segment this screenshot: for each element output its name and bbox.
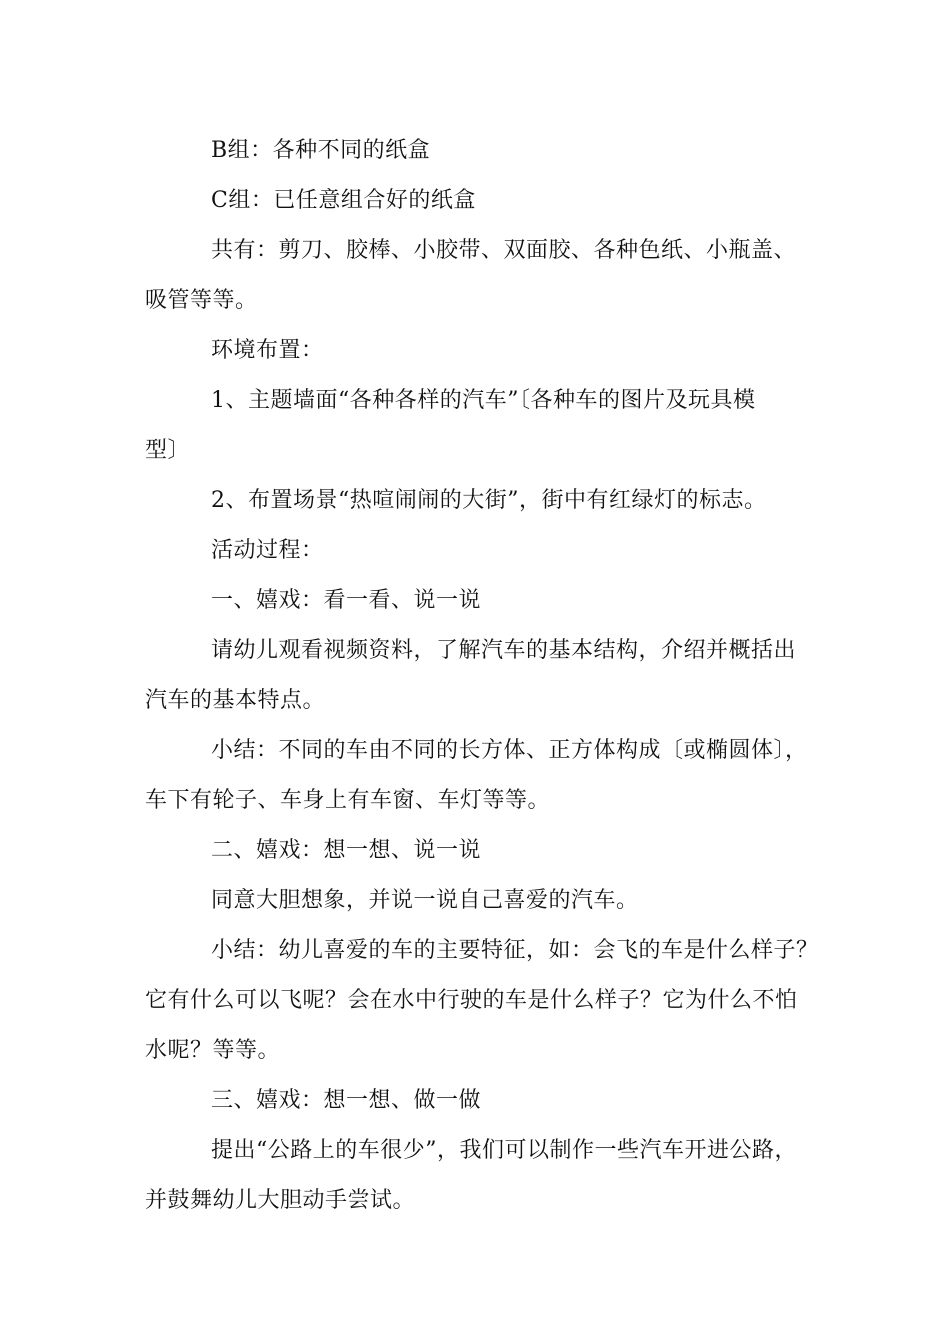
text-line: 车下有轮子、车身上有车窗、车灯等等。 bbox=[145, 788, 551, 813]
text-line: 型〕 bbox=[145, 438, 191, 463]
text-line: 2、布置场景“热喧闹闹的大街”，街中有红绿灯的标志。 bbox=[211, 488, 767, 513]
text-line: C组：已任意组合好的纸盒 bbox=[211, 188, 476, 213]
text-line: 汽车的基本特点。 bbox=[145, 688, 326, 713]
text-line: 小结：不同的车由不同的长方体、正方体构成〔或椭圆体〕， bbox=[211, 738, 808, 763]
text-line: 提出“公路上的车很少”，我们可以制作一些汽车开进公路， bbox=[211, 1138, 797, 1163]
step-heading: 二、嬉戏：想一想、说一说 bbox=[211, 838, 482, 863]
section-heading: 环境布置： bbox=[211, 338, 324, 363]
step-heading: 一、嬉戏：看一看、说一说 bbox=[211, 588, 482, 613]
step-heading: 三、嬉戏：想一想、做一做 bbox=[211, 1088, 482, 1113]
section-heading: 活动过程： bbox=[211, 538, 324, 563]
text-line: 请幼儿观看视频资料，了解汽车的基本结构，介绍并概括出 bbox=[211, 638, 797, 663]
text-line: 小结：幼儿喜爱的车的主要特征，如：会飞的车是什么样子？ bbox=[211, 938, 819, 963]
text-line: 1、主题墙面“各种各样的汽车”〔各种车的图片及玩具模 bbox=[211, 388, 756, 413]
text-line: 它有什么可以飞呢？会在水中行驶的车是什么样子？它为什么不怕 bbox=[145, 988, 798, 1013]
text-line: 水呢？等等。 bbox=[145, 1038, 281, 1063]
text-line: B组：各种不同的纸盒 bbox=[211, 138, 431, 163]
text-line: 吸管等等。 bbox=[145, 288, 258, 313]
text-line: 并鼓舞幼儿大胆动手尝试。 bbox=[145, 1188, 416, 1213]
text-line: 同意大胆想象，并说一说自己喜爱的汽车。 bbox=[211, 888, 639, 913]
text-line: 共有：剪刀、胶棒、小胶带、双面胶、各种色纸、小瓶盖、 bbox=[211, 238, 797, 263]
